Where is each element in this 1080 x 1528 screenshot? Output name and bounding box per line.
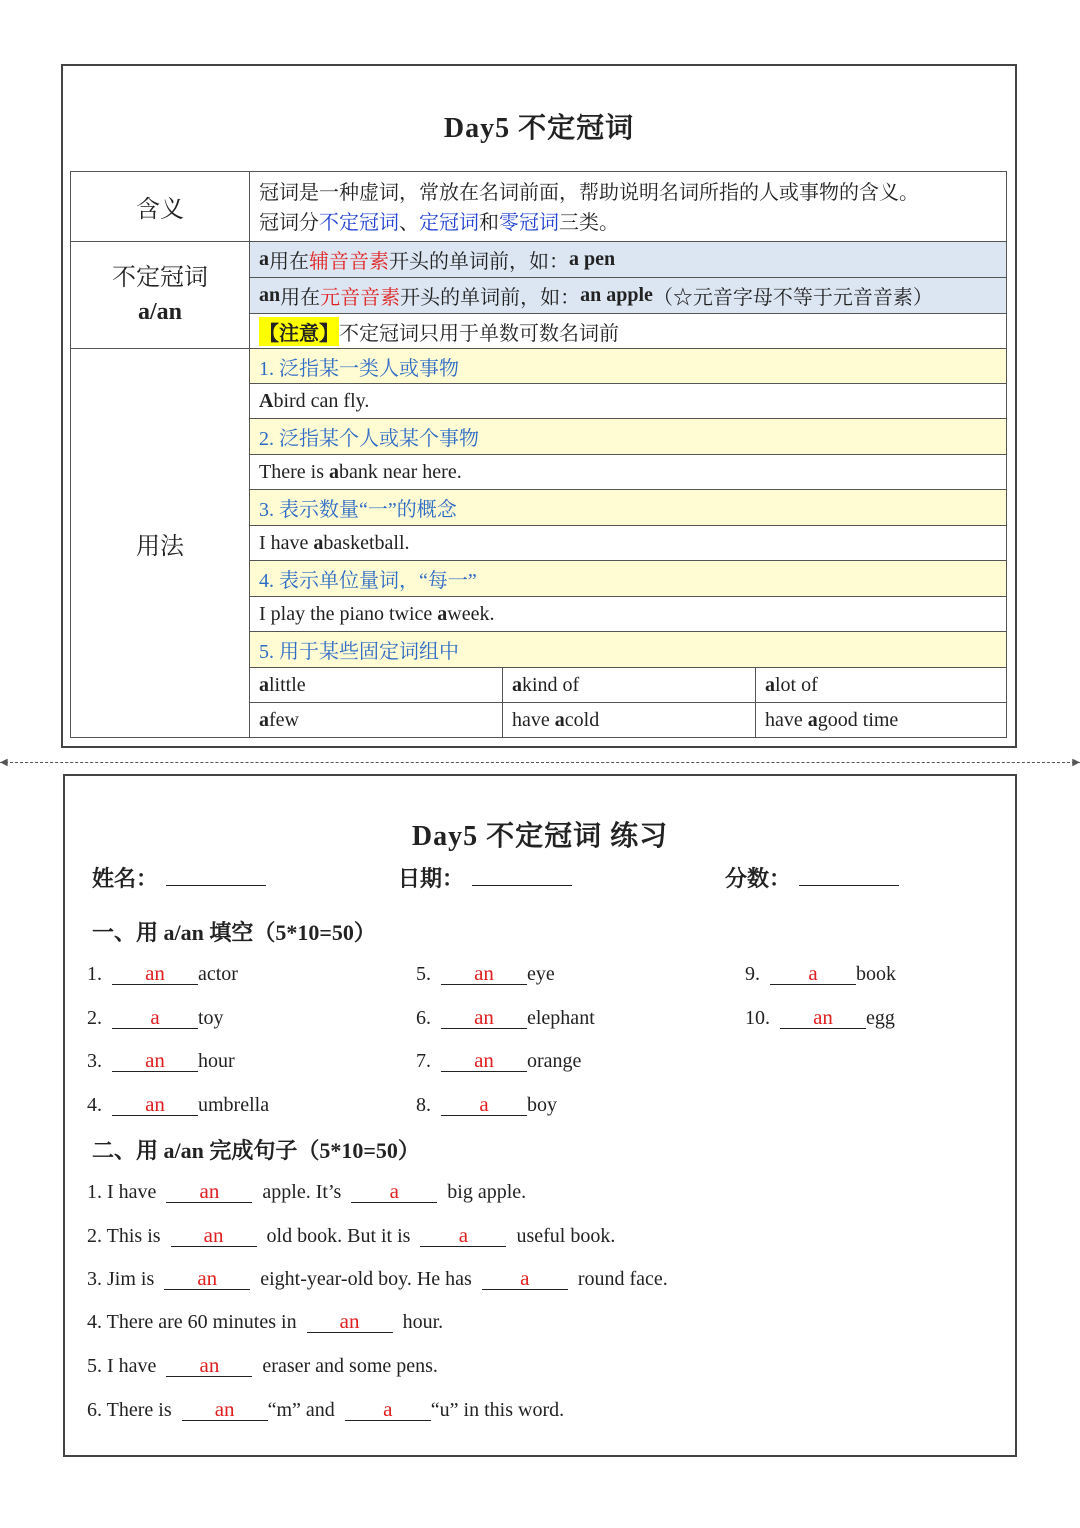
- fill-item: 5. an eye: [416, 961, 555, 985]
- answer-blank[interactable]: an: [780, 1006, 866, 1029]
- meaning-line-2: 冠词分不定冠词、定冠词和零冠词三类。: [259, 212, 619, 234]
- answer-blank[interactable]: a: [345, 1398, 431, 1421]
- score-input[interactable]: [799, 865, 899, 886]
- usage-example-3: I have a basketball.: [249, 525, 1007, 561]
- name-input[interactable]: [166, 865, 266, 886]
- cut-line: [0, 762, 1080, 763]
- usage-example-1: A bird can fly.: [249, 383, 1007, 419]
- rule-a: a 用在 辅音音素 开头的单词前，如： a pen: [249, 241, 1007, 278]
- meaning-content: [249, 171, 1007, 242]
- usage-label: 用法: [70, 348, 250, 738]
- sentence-item: 4. There are 60 minutes in an hour.: [87, 1309, 444, 1333]
- sentence-item: 3. Jim is an eight-year-old boy. He has a round face.: [87, 1266, 668, 1290]
- usage-head-1: 1. 泛指某一类人或事物: [249, 348, 1007, 384]
- note-tag: 【注意】: [259, 317, 339, 346]
- name-field: 姓名：: [92, 862, 266, 893]
- usage-example-2: There is a bank near here.: [249, 454, 1007, 490]
- sentence-item: 2. This is an old book. But it is a useful book.: [87, 1223, 616, 1247]
- fill-item: 10. an egg: [745, 1005, 895, 1029]
- section-2-heading: 二、用 a/an 完成句子（5*10=50）: [92, 1138, 420, 1163]
- usage-head-3: 3. 表示数量“一”的概念: [249, 489, 1007, 526]
- rule-an: an 用在 元音音素 开头的单词前，如： an apple （☆元音字母不等于元音音素）: [249, 277, 1007, 314]
- note-row: 【注意】 不定冠词只用于单数可数名词前: [249, 313, 1007, 349]
- sentence-item: 6. There is an “m” and a “u” in this word.: [87, 1397, 565, 1421]
- usage-head-5: 5. 用于某些固定词组中: [249, 631, 1007, 668]
- section-1-heading: 一、用 a/an 填空（5*10=50）: [92, 920, 376, 945]
- answer-blank[interactable]: an: [164, 1267, 250, 1290]
- date-field: 日期：: [398, 862, 572, 893]
- answer-blank[interactable]: an: [112, 962, 198, 985]
- fill-item: 6. an elephant: [416, 1005, 595, 1029]
- answer-blank[interactable]: an: [441, 1006, 527, 1029]
- phrase-cell: a little: [249, 667, 503, 703]
- answer-blank[interactable]: a: [351, 1180, 437, 1203]
- fill-item: 7. an orange: [416, 1048, 582, 1072]
- phrase-cell: a few: [249, 702, 503, 738]
- answer-blank[interactable]: an: [112, 1049, 198, 1072]
- fill-item: 2. a toy: [87, 1005, 224, 1029]
- fill-item: 9. a book: [745, 961, 896, 985]
- answer-blank[interactable]: an: [171, 1224, 257, 1247]
- answer-blank[interactable]: an: [441, 1049, 527, 1072]
- sentence-item: 1. I have an apple. It’s a big apple.: [87, 1179, 527, 1203]
- answer-blank[interactable]: a: [112, 1006, 198, 1029]
- fill-item: 8. a boy: [416, 1092, 557, 1116]
- grammar-title: Day5 不定冠词: [443, 113, 635, 144]
- practice-title: Day5 不定冠词 练习: [411, 821, 669, 852]
- answer-blank[interactable]: a: [420, 1224, 506, 1247]
- fill-item: 4. an umbrella: [87, 1092, 270, 1116]
- arrow-right-icon: ▶: [1072, 757, 1080, 768]
- indefinite-label: 不定冠词 a/an: [70, 241, 250, 349]
- phrase-cell: a lot of: [755, 667, 1007, 703]
- phrase-cell: a kind of: [502, 667, 756, 703]
- meaning-label: 含义: [70, 171, 250, 242]
- score-field: 分数：: [725, 862, 899, 893]
- usage-head-2: 2. 泛指某个人或某个事物: [249, 418, 1007, 455]
- meaning-line-1: 冠词是一种虚词，常放在名词前面，帮助说明名词所指的人或事物的含义。: [259, 182, 919, 204]
- answer-blank[interactable]: a: [482, 1267, 568, 1290]
- phrase-cell: have a good time: [755, 702, 1007, 738]
- answer-blank[interactable]: an: [166, 1354, 252, 1377]
- phrase-cell: have a cold: [502, 702, 756, 738]
- answer-blank[interactable]: a: [770, 962, 856, 985]
- answer-blank[interactable]: an: [441, 962, 527, 985]
- usage-example-4: I play the piano twice a week.: [249, 596, 1007, 632]
- answer-blank[interactable]: a: [441, 1093, 527, 1116]
- answer-blank[interactable]: an: [166, 1180, 252, 1203]
- arrow-left-icon: ◀: [0, 757, 8, 768]
- sentence-item: 5. I have an eraser and some pens.: [87, 1353, 438, 1377]
- answer-blank[interactable]: an: [182, 1398, 268, 1421]
- answer-blank[interactable]: an: [307, 1310, 393, 1333]
- fill-item: 3. an hour: [87, 1048, 235, 1072]
- answer-blank[interactable]: an: [112, 1093, 198, 1116]
- date-input[interactable]: [472, 865, 572, 886]
- fill-item: 1. an actor: [87, 961, 238, 985]
- usage-head-4: 4. 表示单位量词，“每一”: [249, 560, 1007, 597]
